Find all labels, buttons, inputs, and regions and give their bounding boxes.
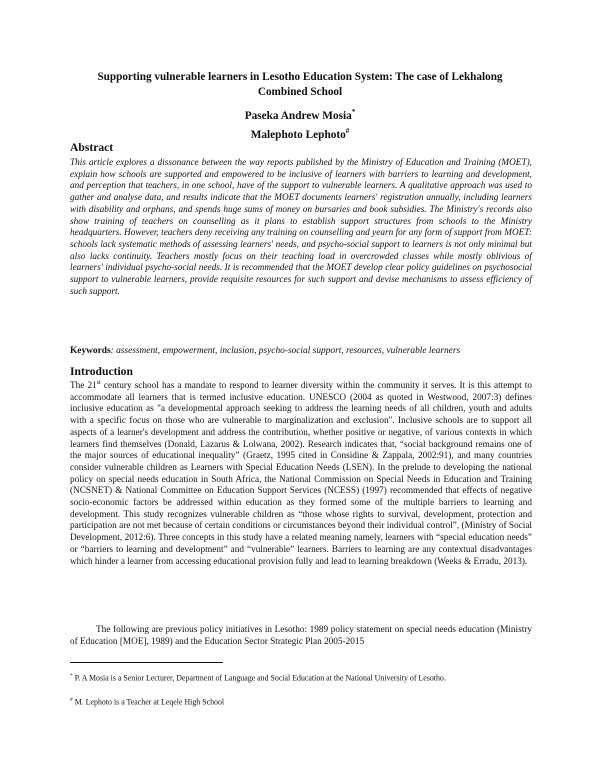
paragraph-text-start: The 21 <box>70 381 97 391</box>
footnote-divider <box>70 662 223 663</box>
author-name: Malephoto Lephoto <box>250 128 346 141</box>
footnote-author-1 <box>70 671 542 684</box>
footnote-mark: # <box>70 697 73 703</box>
footnote-text: P. A Mosia is a Senior Lecturer, Department of Language and Social Education at the National University of Lesotho. <box>72 673 446 683</box>
keywords-label: Keywords <box>70 346 111 356</box>
author-footnote-mark: # <box>345 127 350 135</box>
introduction-paragraph <box>70 381 532 568</box>
keywords-list: : assessment, empowerment, inclusion, psycho-social support, resources, vulnerable learners <box>110 346 461 356</box>
introduction-paragraph-2: The following are previous policy initiatives in Lesotho: 1989 policy statement on special needs education (Ministry of Education [MOE], 1989) and the Education Sector Strategic Plan 2005-2015 <box>70 625 532 647</box>
footnote-mark: * <box>70 673 73 679</box>
introduction-heading: Introduction <box>70 365 133 378</box>
author-footnote-mark: * <box>351 108 356 116</box>
keywords-line <box>70 346 532 358</box>
footnote-text: M. Lephoto is a Teacher at Leqele High School <box>72 697 225 707</box>
paragraph-text-rest: century school has a mandate to respond to learner diversity within the community it serves. It is this attempt to accommodate all learners that is termed inclusive education. UNESCO (2004 as quoted in Westwood, 2007:3) defines inclusive education as "a developmental approach seeking to address the learning needs of all children, youth and adults with a specific focus on those who are vulnerable to marginalization and exclusion". Inclusive schools are to support all aspects of a learner's development and address the contribution, whether positive or negative, of various contexts in which learners find themselves (Donald, Lazarus & Lolwana, 2002). Research indicates that, “social background remains one of the major sources of educational inequality” (Graetz, 1995 cited in Considine & Zappala, 2002:91), and many countries consider vulnerable children as Learners with Special Education Needs (LSEN). In the prelude to developing the national policy on special needs education in South Africa, the National Commission on Special Needs in Education and Training (NCSNET) & National Committee on Education Support Services (NCESS) (1997) recommended that effects of negative socio-economic factors be addressed within education as they formed some of the multiple barriers to learning and development. This study recognizes vulnerable children as “those whose rights to survival, development, protection and participation are not met because of certain conditions or circumstances beyond their individual control”, (Ministry of Social Development, 2012:6). Three concepts in this study have a related meaning namely, learners with “special education needs” or “barriers to learning and development” and “vulnerable” learners. Barriers to learning are any contextual disadvantages which hinder a learner from accessing educational provision fully and lead to learning breakdown (Weeks & Erradu, 2013). <box>70 381 533 567</box>
author-secondary <box>150 124 450 142</box>
ordinal-superscript: st <box>96 379 101 386</box>
author-primary <box>150 105 450 123</box>
abstract-body: This article explores a dissonance between the way reports published by the Ministry of Education and Training (MOET), explain how schools are supported and empowered to be inclusive of learners with barriers to learning and development, and perception that teachers, in one school, have of the support to vulnerable learners. A qualitative approach was used to gather and analyse data, and results indicate that the MOET documents learners' registration annually, including learners with disability and orphans, and spends huge sums of money on bursaries and book subsidies. The Ministry's records also show training of teachers on counselling as it plans to establish support structures from schools to the Ministry headquarters. However, teachers deny receiving any training on counselling and yearn for any form of support from MOET: schools lack systematic methods of assessing learners' needs, and psycho-social support to learners is not only minimal but also lacks continuity. Teachers mostly focus on their teaching load in overcrowded classes while mostly oblivious of learners' individual psycho-social needs. It is recommended that the MOET develop clear policy guidelines on psychosocial support to vulnerable learners, provide requisite resources for such support and devise mechanisms to assess efficiency of such support. <box>70 158 532 297</box>
paper-title: Supporting vulnerable learners in Lesotho Education System: The case of Lekhalong Combined School <box>97 71 503 98</box>
abstract-heading: Abstract <box>70 141 114 154</box>
author-name: Paseka Andrew Mosia <box>244 109 352 122</box>
footnote-author-2 <box>70 695 532 708</box>
